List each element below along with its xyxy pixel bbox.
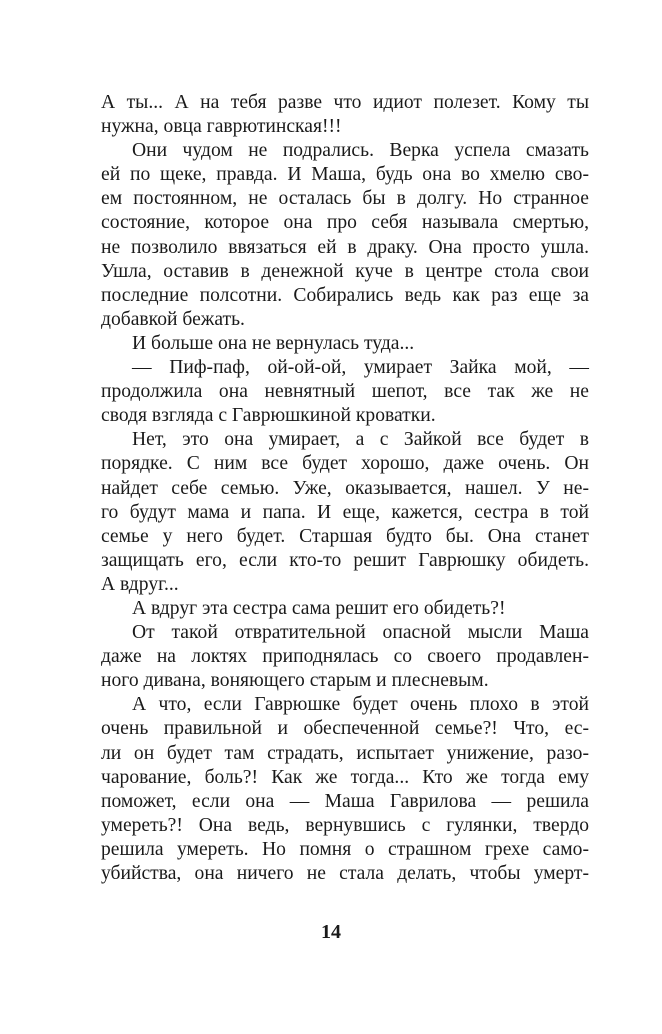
text-line: решила умереть. Но помня о страшном грехе само- — [101, 838, 589, 860]
text-line: защищать его, если кто-то решит Гаврюшку обидеть. — [101, 549, 589, 571]
text-line: А вдруг... — [101, 573, 179, 595]
text-line: продолжила она невнятный шепот, все так же не — [101, 381, 589, 403]
text-line: найдет себе семью. Уже, оказывается, нашел. У не- — [101, 477, 589, 499]
text-line: ей по щеке, правда. И Маша, будь она во хмелю сво- — [101, 164, 589, 186]
text-line: порядке. С ним все будет хорошо, даже очень. Он — [101, 453, 589, 475]
text-line: состояние, которое она про себя называла смертью, — [101, 212, 589, 234]
text-line: И больше она не вернулась туда... — [132, 332, 415, 354]
page-number: 14 — [321, 921, 341, 943]
text-line: чарование, боль?! Как же тогда... Кто же тогда ему — [101, 766, 589, 788]
text-line: От такой отвратительной опасной мысли Маша — [132, 622, 589, 644]
text-line: ного дивана, воняющего старым и плесневым. — [101, 670, 489, 692]
text-line: поможет, если она — Маша Гаврилова — решила — [101, 790, 589, 812]
text-line: очень правильной и обеспеченной семье?! Что, ес- — [101, 718, 589, 740]
text-line: А что, если Гаврюшке будет очень плохо в этой — [132, 694, 589, 716]
text-line: Они чудом не подрались. Верка успела смазать — [132, 140, 589, 162]
text-line: ли он будет там страдать, испытает унижение, разо- — [101, 742, 589, 764]
text-line: Нет, это она умирает, а с Зайкой все будет в — [132, 429, 589, 451]
text-line: сводя взгляда с Гаврюшкиной кроватки. — [101, 405, 436, 427]
body-text — [101, 91, 589, 886]
text-line: не позволило ввязаться ей в драку. Она просто ушла. — [101, 236, 589, 258]
text-line: последние полсотни. Собирались ведь как раз еще за — [101, 284, 589, 306]
text-line: — Пиф-паф, ой-ой-ой, умирает Зайка мой, — — [132, 357, 589, 379]
text-line: семье у него будет. Старшая будто бы. Она станет — [101, 525, 589, 547]
text-line: ем постоянном, не осталась бы в долгу. Но странное — [101, 188, 589, 210]
text-line: А ты... А на тебя разве что идиот полезет. Кому ты — [101, 92, 589, 113]
text-line: добавкой бежать. — [101, 308, 245, 330]
text-line: Ушла, оставив в денежной куче в центре стола свои — [101, 260, 589, 282]
text-line: А вдруг эта сестра сама решит его обидеть?! — [132, 597, 506, 619]
text-line: умереть?! Она ведь, вернувшись с гулянки, твердо — [101, 814, 589, 836]
text-line: го будут мама и папа. И еще, кажется, сестра в той — [101, 501, 589, 523]
text-line: нужна, овца гаврютинская!!! — [101, 116, 342, 138]
text-line: убийства, она ничего не стала делать, чтобы умерт- — [101, 863, 589, 884]
text-line: даже на локтях приподнялась со своего продавлен- — [101, 646, 589, 668]
